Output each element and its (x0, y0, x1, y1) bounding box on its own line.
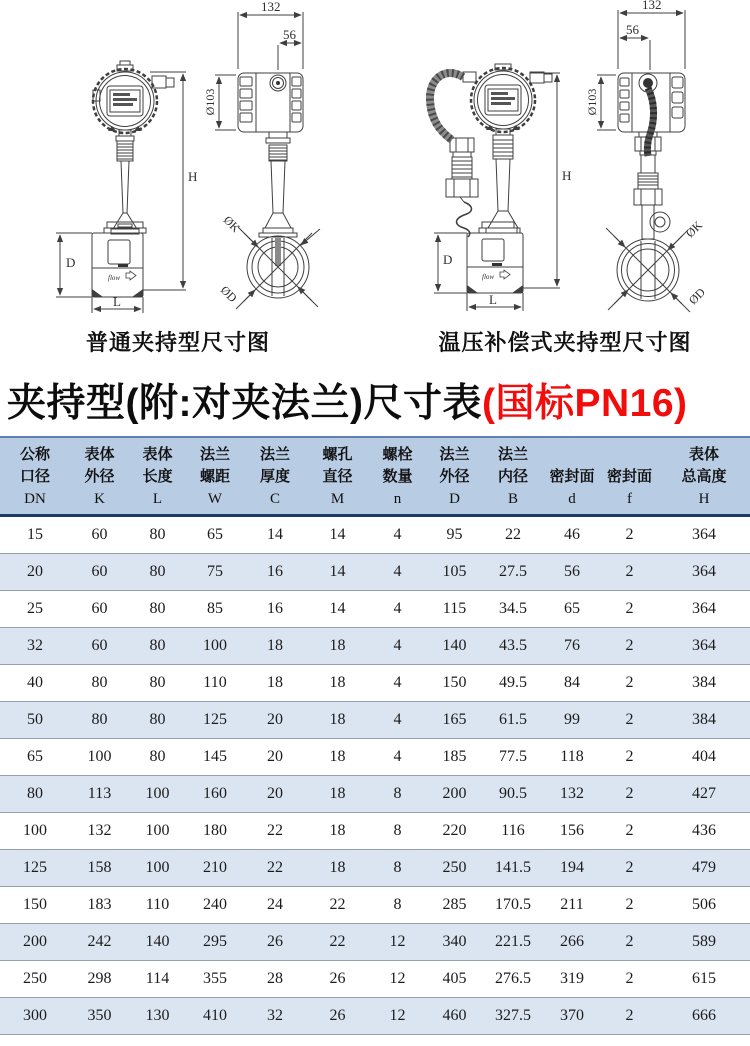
table-cell: 60 (70, 554, 129, 591)
table-cell: 116 (483, 813, 543, 850)
table-cell: 370 (543, 998, 601, 1035)
table-row (0, 516, 750, 554)
table-cell: 12 (369, 998, 426, 1035)
table-cell: 43.5 (483, 628, 543, 665)
table-cell: 46 (543, 516, 601, 554)
right-diagram (430, 0, 708, 312)
table-row (0, 850, 750, 887)
table-cell: 2 (601, 850, 658, 887)
flow-arrow-icon (500, 270, 510, 279)
table-cell: 20 (244, 702, 306, 739)
table-cell: 18 (244, 628, 306, 665)
table-cell: 80 (129, 702, 186, 739)
table-cell: 80 (129, 591, 186, 628)
title-highlight: (国标PN16) (481, 382, 688, 425)
table-cell: 77.5 (483, 739, 543, 776)
table-cell: 319 (543, 961, 601, 998)
table-cell: 180 (186, 813, 244, 850)
table-cell: 132 (70, 813, 129, 850)
table-cell: 113 (70, 776, 129, 813)
table-cell: 22 (306, 887, 369, 924)
flow-label: flow (108, 274, 121, 282)
table-cell: 200 (426, 776, 483, 813)
table-cell: 4 (369, 665, 426, 702)
table-cell: 26 (306, 961, 369, 998)
table-cell: 26 (306, 998, 369, 1035)
table-cell: 76 (543, 628, 601, 665)
table-cell: 65 (186, 516, 244, 554)
page-title (7, 372, 750, 428)
title-main: 夹持型(附:对夹法兰)尺寸表 (7, 382, 482, 425)
table-cell: 65 (0, 739, 70, 776)
column-header: 表体 总高度 H (658, 437, 750, 516)
table-cell: 8 (369, 776, 426, 813)
table-cell: 80 (0, 776, 70, 813)
table-cell: 185 (426, 739, 483, 776)
dim-label-56: 56 (626, 22, 639, 37)
table-row (0, 591, 750, 628)
table-cell: 14 (306, 591, 369, 628)
column-header: 公称 口径 DN (0, 437, 70, 516)
table-cell: 25 (0, 591, 70, 628)
dim-label-132: 132 (642, 0, 662, 12)
table-cell: 22 (306, 924, 369, 961)
table-cell: 118 (543, 739, 601, 776)
table-cell: 60 (70, 591, 129, 628)
table-cell: 615 (658, 961, 750, 998)
table-row (0, 628, 750, 665)
flow-label: flow (482, 273, 495, 281)
table-cell: 285 (426, 887, 483, 924)
table-cell: 100 (186, 628, 244, 665)
table-cell: 2 (601, 591, 658, 628)
table-cell: 140 (426, 628, 483, 665)
table-cell: 99 (543, 702, 601, 739)
table-cell: 80 (129, 739, 186, 776)
table-cell: 18 (306, 776, 369, 813)
table-cell: 170.5 (483, 887, 543, 924)
table-cell: 165 (426, 702, 483, 739)
table-cell: 240 (186, 887, 244, 924)
table-cell: 100 (129, 850, 186, 887)
table-cell: 436 (658, 813, 750, 850)
table-cell: 364 (658, 554, 750, 591)
table-cell: 22 (244, 813, 306, 850)
dimension-diagrams (0, 0, 750, 322)
table-cell: 12 (369, 961, 426, 998)
flow-arrow-icon (126, 271, 136, 280)
table-cell: 266 (543, 924, 601, 961)
table-cell: 80 (129, 628, 186, 665)
table-cell: 183 (70, 887, 129, 924)
table-cell: 666 (658, 998, 750, 1035)
table-row (0, 554, 750, 591)
table-row (0, 813, 750, 850)
dim-label-dia103: Ø103 (203, 88, 217, 116)
table-cell: 130 (129, 998, 186, 1035)
table-cell: 364 (658, 591, 750, 628)
table-row (0, 665, 750, 702)
dim-label-D: D (66, 255, 76, 270)
table-body (0, 516, 750, 1035)
table-cell: 49.5 (483, 665, 543, 702)
dim-label-flange-dia: ØD (685, 285, 708, 308)
table-cell: 14 (244, 516, 306, 554)
table-cell: 20 (244, 776, 306, 813)
table-cell: 85 (186, 591, 244, 628)
table-cell: 8 (369, 887, 426, 924)
table-cell: 32 (244, 998, 306, 1035)
table-cell: 95 (426, 516, 483, 554)
table-cell: 200 (0, 924, 70, 961)
table-cell: 220 (426, 813, 483, 850)
table-cell: 250 (426, 850, 483, 887)
table-cell: 26 (244, 924, 306, 961)
table-cell: 2 (601, 628, 658, 665)
table-cell: 105 (426, 554, 483, 591)
table-cell: 114 (129, 961, 186, 998)
table-cell: 100 (70, 739, 129, 776)
table-cell: 80 (129, 554, 186, 591)
column-header: 法兰 内径 B (483, 437, 543, 516)
table-cell: 12 (369, 924, 426, 961)
column-header: 螺孔 直径 M (306, 437, 369, 516)
table-cell: 194 (543, 850, 601, 887)
column-header: 密封面 d (543, 437, 601, 516)
table-cell: 364 (658, 628, 750, 665)
table-cell: 250 (0, 961, 70, 998)
table-cell: 327.5 (483, 998, 543, 1035)
table-cell: 295 (186, 924, 244, 961)
table-cell: 20 (244, 739, 306, 776)
column-header: 法兰 螺距 W (186, 437, 244, 516)
dim-label-56: 56 (283, 27, 296, 42)
table-cell: 4 (369, 702, 426, 739)
table-cell: 2 (601, 739, 658, 776)
right-diagram-caption: 温压补偿式夹持型尺寸图 (438, 330, 692, 355)
table-cell: 4 (369, 739, 426, 776)
table-cell: 18 (306, 702, 369, 739)
table-cell: 242 (70, 924, 129, 961)
dim-label-H: H (188, 169, 198, 184)
table-cell: 125 (186, 702, 244, 739)
dim-label-H: H (562, 168, 572, 183)
table-cell: 80 (70, 665, 129, 702)
table-row (0, 961, 750, 998)
table-cell: 141.5 (483, 850, 543, 887)
left-diagram (56, 0, 320, 313)
table-cell: 2 (601, 554, 658, 591)
table-cell: 4 (369, 516, 426, 554)
table-cell: 18 (244, 665, 306, 702)
table-cell: 427 (658, 776, 750, 813)
table-cell: 364 (658, 516, 750, 554)
table-cell: 8 (369, 813, 426, 850)
table-cell: 60 (70, 628, 129, 665)
table-cell: 27.5 (483, 554, 543, 591)
table-cell: 40 (0, 665, 70, 702)
table-cell: 80 (70, 702, 129, 739)
table-cell: 100 (129, 813, 186, 850)
dim-label-132: 132 (261, 0, 281, 14)
table-cell: 18 (306, 739, 369, 776)
column-header: 密封面 f (601, 437, 658, 516)
table-cell: 110 (129, 887, 186, 924)
dim-label-L: L (489, 292, 497, 307)
table-cell: 158 (70, 850, 129, 887)
table-cell: 80 (129, 665, 186, 702)
table-cell: 2 (601, 887, 658, 924)
table-cell: 150 (0, 887, 70, 924)
table-cell: 156 (543, 813, 601, 850)
table-cell: 355 (186, 961, 244, 998)
table-cell: 2 (601, 998, 658, 1035)
column-header: 法兰 厚度 C (244, 437, 306, 516)
dim-label-dia103: Ø103 (585, 88, 599, 116)
table-cell: 110 (186, 665, 244, 702)
table-cell: 2 (601, 665, 658, 702)
table-cell: 384 (658, 665, 750, 702)
table-cell: 210 (186, 850, 244, 887)
table-cell: 340 (426, 924, 483, 961)
table-cell: 4 (369, 591, 426, 628)
table-cell: 2 (601, 924, 658, 961)
table-cell: 2 (601, 813, 658, 850)
table-cell: 18 (306, 628, 369, 665)
table-cell: 18 (306, 850, 369, 887)
dim-label-D: D (443, 252, 453, 267)
table-cell: 2 (601, 702, 658, 739)
table-row (0, 776, 750, 813)
table-cell: 4 (369, 628, 426, 665)
dim-label-flange-dia: ØD (217, 282, 240, 305)
table-cell: 300 (0, 998, 70, 1035)
table-cell: 479 (658, 850, 750, 887)
table-cell: 16 (244, 591, 306, 628)
dimension-table (0, 436, 750, 1035)
table-row (0, 998, 750, 1035)
dim-label-bolt-circle: ØK (682, 218, 705, 241)
table-cell: 298 (70, 961, 129, 998)
table-cell: 18 (306, 813, 369, 850)
dim-label-L: L (113, 294, 121, 309)
left-diagram-caption: 普通夹持型尺寸图 (85, 330, 270, 355)
table-cell: 125 (0, 850, 70, 887)
table-cell: 22 (483, 516, 543, 554)
table-cell: 24 (244, 887, 306, 924)
table-cell: 18 (306, 665, 369, 702)
table-cell: 506 (658, 887, 750, 924)
table-cell: 34.5 (483, 591, 543, 628)
table-row (0, 739, 750, 776)
table-cell: 2 (601, 516, 658, 554)
table-cell: 60 (70, 516, 129, 554)
table-cell: 410 (186, 998, 244, 1035)
table-cell: 145 (186, 739, 244, 776)
column-header: 法兰 外径 D (426, 437, 483, 516)
table-cell: 61.5 (483, 702, 543, 739)
table-cell: 14 (306, 554, 369, 591)
table-cell: 56 (543, 554, 601, 591)
table-cell: 16 (244, 554, 306, 591)
table-cell: 140 (129, 924, 186, 961)
table-cell: 132 (543, 776, 601, 813)
table-cell: 221.5 (483, 924, 543, 961)
table-row (0, 887, 750, 924)
column-header: 表体 长度 L (129, 437, 186, 516)
table-cell: 28 (244, 961, 306, 998)
table-row (0, 702, 750, 739)
table-cell: 115 (426, 591, 483, 628)
table-cell: 90.5 (483, 776, 543, 813)
table-cell: 20 (0, 554, 70, 591)
header-row (0, 437, 750, 516)
table-cell: 22 (244, 850, 306, 887)
dim-label-bolt-circle: ØK (220, 212, 243, 235)
table-cell: 8 (369, 850, 426, 887)
table-cell: 404 (658, 739, 750, 776)
table-cell: 405 (426, 961, 483, 998)
column-header: 螺栓 数量 n (369, 437, 426, 516)
table-cell: 14 (306, 516, 369, 554)
table-cell: 2 (601, 776, 658, 813)
table-cell: 32 (0, 628, 70, 665)
table-cell: 4 (369, 554, 426, 591)
table-row (0, 924, 750, 961)
table-cell: 15 (0, 516, 70, 554)
table-cell: 2 (601, 961, 658, 998)
column-header: 表体 外径 K (70, 437, 129, 516)
table-cell: 350 (70, 998, 129, 1035)
table-cell: 150 (426, 665, 483, 702)
table-cell: 211 (543, 887, 601, 924)
table-cell: 100 (129, 776, 186, 813)
table-cell: 100 (0, 813, 70, 850)
table-cell: 589 (658, 924, 750, 961)
table-cell: 384 (658, 702, 750, 739)
table-cell: 276.5 (483, 961, 543, 998)
table-cell: 160 (186, 776, 244, 813)
table-cell: 50 (0, 702, 70, 739)
table-cell: 460 (426, 998, 483, 1035)
table-cell: 65 (543, 591, 601, 628)
table-cell: 75 (186, 554, 244, 591)
table-cell: 80 (129, 516, 186, 554)
table-cell: 84 (543, 665, 601, 702)
